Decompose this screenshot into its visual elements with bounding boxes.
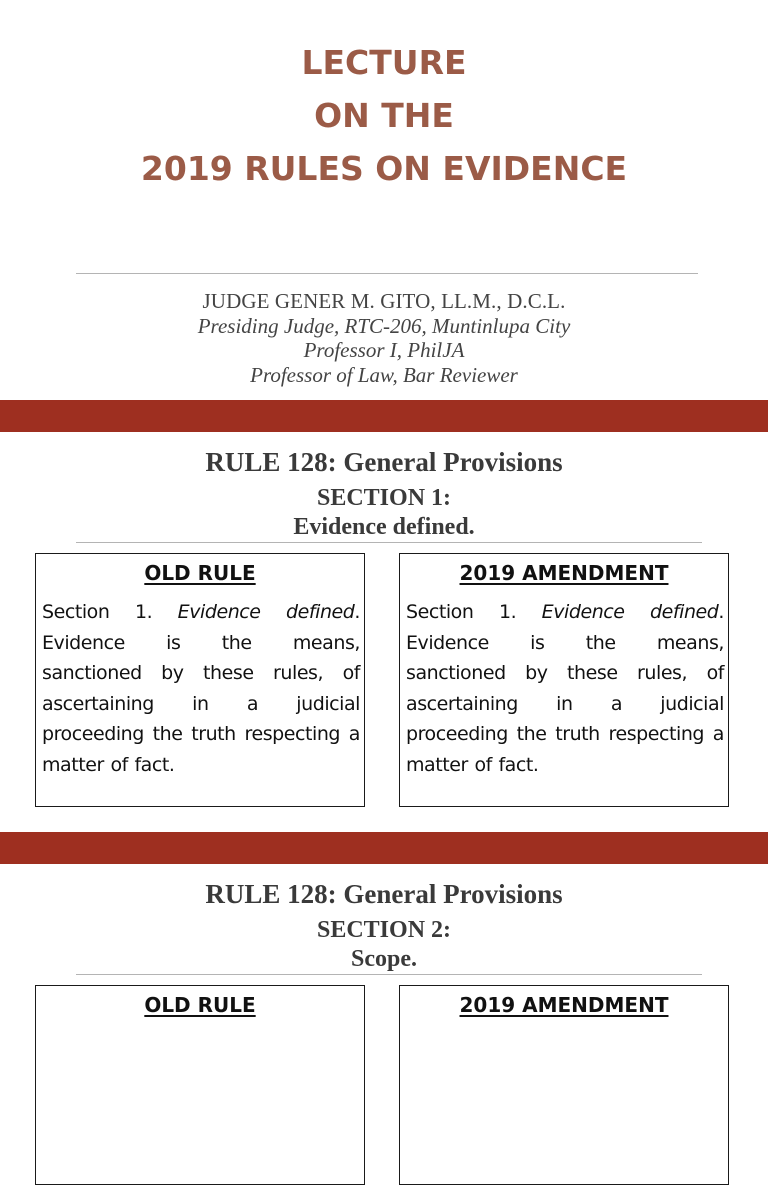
lecture-title [0,36,768,195]
amendment-heading: 2019 AMENDMENT [459,993,669,1017]
old-rule-box [35,985,365,1185]
presenter-info [0,289,768,387]
section-divider [76,974,702,975]
amendment-text [406,597,724,780]
amendment-prefix: Section 1. [406,601,542,623]
title-line-3: 2019 RULES ON EVIDENCE [140,149,628,188]
presenter-role-3: Professor of Law, Bar Reviewer [250,362,518,387]
section-heading [0,916,768,974]
old-rule-heading: OLD RULE [144,561,256,585]
comparison-slide-section-2 [0,864,768,1024]
section-label: SECTION 1: [316,485,452,511]
title-slide [0,0,768,400]
comparison-slide-section-1 [0,432,768,832]
slide-separator [0,832,768,864]
presenter-name: JUDGE GENER M. GITO, LL.M., D.C.L. [202,289,566,313]
old-rule-body: . Evidence is the means, sanctioned by these rules, of ascertaining in a judicial proceeding the truth respecting a matter of fact. [42,601,360,776]
rule-title: RULE 128: General Provisions [205,447,563,477]
presenter-role-1: Presiding Judge, RTC-206, Muntinlupa City [197,313,571,338]
title-line-1: LECTURE [301,43,467,82]
amendment-heading: 2019 AMENDMENT [459,561,669,585]
section-heading [0,484,768,542]
old-rule-italic: Evidence defined [177,601,355,623]
title-line-2: ON THE [314,96,454,135]
old-rule-text [42,597,360,780]
section-divider [76,542,702,543]
old-rule-box [35,553,365,807]
title-divider [76,273,698,274]
section-title: Evidence defined. [293,514,475,540]
old-rule-prefix: Section 1. [42,601,178,623]
presenter-role-2: Professor I, PhilJA [303,338,465,362]
old-rule-heading: OLD RULE [144,993,256,1017]
section-title: Scope. [351,946,417,972]
section-label: SECTION 2: [316,917,452,943]
slide-separator [0,400,768,432]
amendment-italic: Evidence defined [541,601,719,623]
amendment-box [399,553,729,807]
rule-title: RULE 128: General Provisions [205,879,563,909]
amendment-box [399,985,729,1185]
amendment-body: . Evidence is the means, sanctioned by these rules, of ascertaining in a judicial proceeding the truth respecting a matter of fact. [406,601,724,776]
